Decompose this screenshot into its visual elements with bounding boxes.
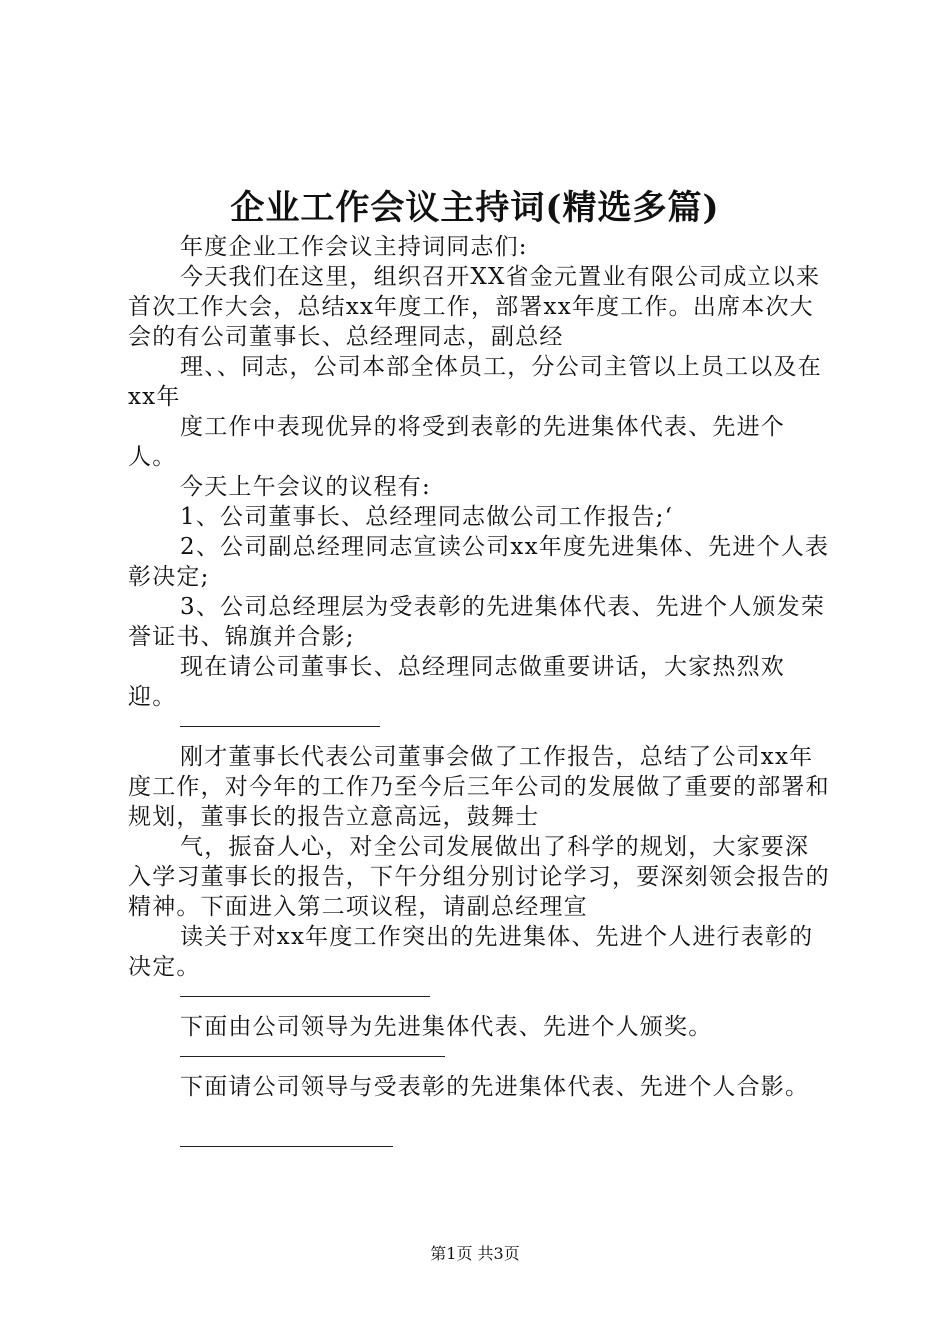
document-body	[128, 232, 833, 1162]
paragraph: 度工作中表现优异的将受到表彰的先进集体代表、先进个人。	[128, 414, 785, 470]
paragraph: 现在请公司董事长、总经理同志做重要讲话，大家热烈欢迎。	[128, 654, 785, 710]
paragraph: 气，振奋人心，对全公司发展做出了科学的规划，大家要深入学习董事长的报告，下午分组分别讨论学习，要深刻领会报告的精神。下面进入第二项议程，请副总经理宣	[128, 834, 830, 920]
document-title: 企业工作会议主持词(精选多篇)	[230, 188, 720, 228]
paragraph: 今天上午会议的议程有:	[180, 474, 431, 500]
paragraph: 今天我们在这里，组织召开XX省金元置业有限公司成立以来首次工作大会，总结xx年度工作，部署xx年度工作。出席本次大会的有公司董事长、总经理同志，副总经	[128, 264, 821, 350]
separator-line	[180, 1042, 833, 1072]
agenda-item: 2、公司副总经理同志宣读公司xx年度先进集体、先进个人表彰决定;	[128, 534, 830, 590]
separator-line	[180, 982, 833, 1012]
paragraph: 年度企业工作会议主持词同志们:	[180, 234, 528, 260]
separator-line	[180, 712, 833, 742]
paragraph: 读关于对xx年度工作突出的先进集体、先进个人进行表彰的决定。	[128, 924, 814, 980]
paragraph: 刚才董事长代表公司董事会做了工作报告，总结了公司xx年度工作，对今年的工作乃至今后三年公司的发展做了重要的部署和规划，董事长的报告立意高远，鼓舞士	[128, 744, 830, 830]
agenda-item: 3、公司总经理层为受表彰的先进集体代表、先进个人颁发荣誉证书、锦旗并合影;	[128, 594, 826, 650]
paragraph: 理、、同志，公司本部全体员工，分公司主管以上员工以及在xx年	[128, 354, 822, 410]
agenda-item: 1、公司董事长、总经理同志做公司工作报告;‘	[180, 504, 674, 530]
blank-line	[128, 1102, 833, 1132]
page-footer: 第1页 共3页	[430, 1244, 520, 1263]
paragraph: 下面由公司领导为先进集体代表、先进个人颁奖。	[180, 1014, 713, 1040]
paragraph: 下面请公司领导与受表彰的先进集体代表、先进个人合影。	[180, 1074, 810, 1100]
separator-line	[180, 1132, 833, 1162]
